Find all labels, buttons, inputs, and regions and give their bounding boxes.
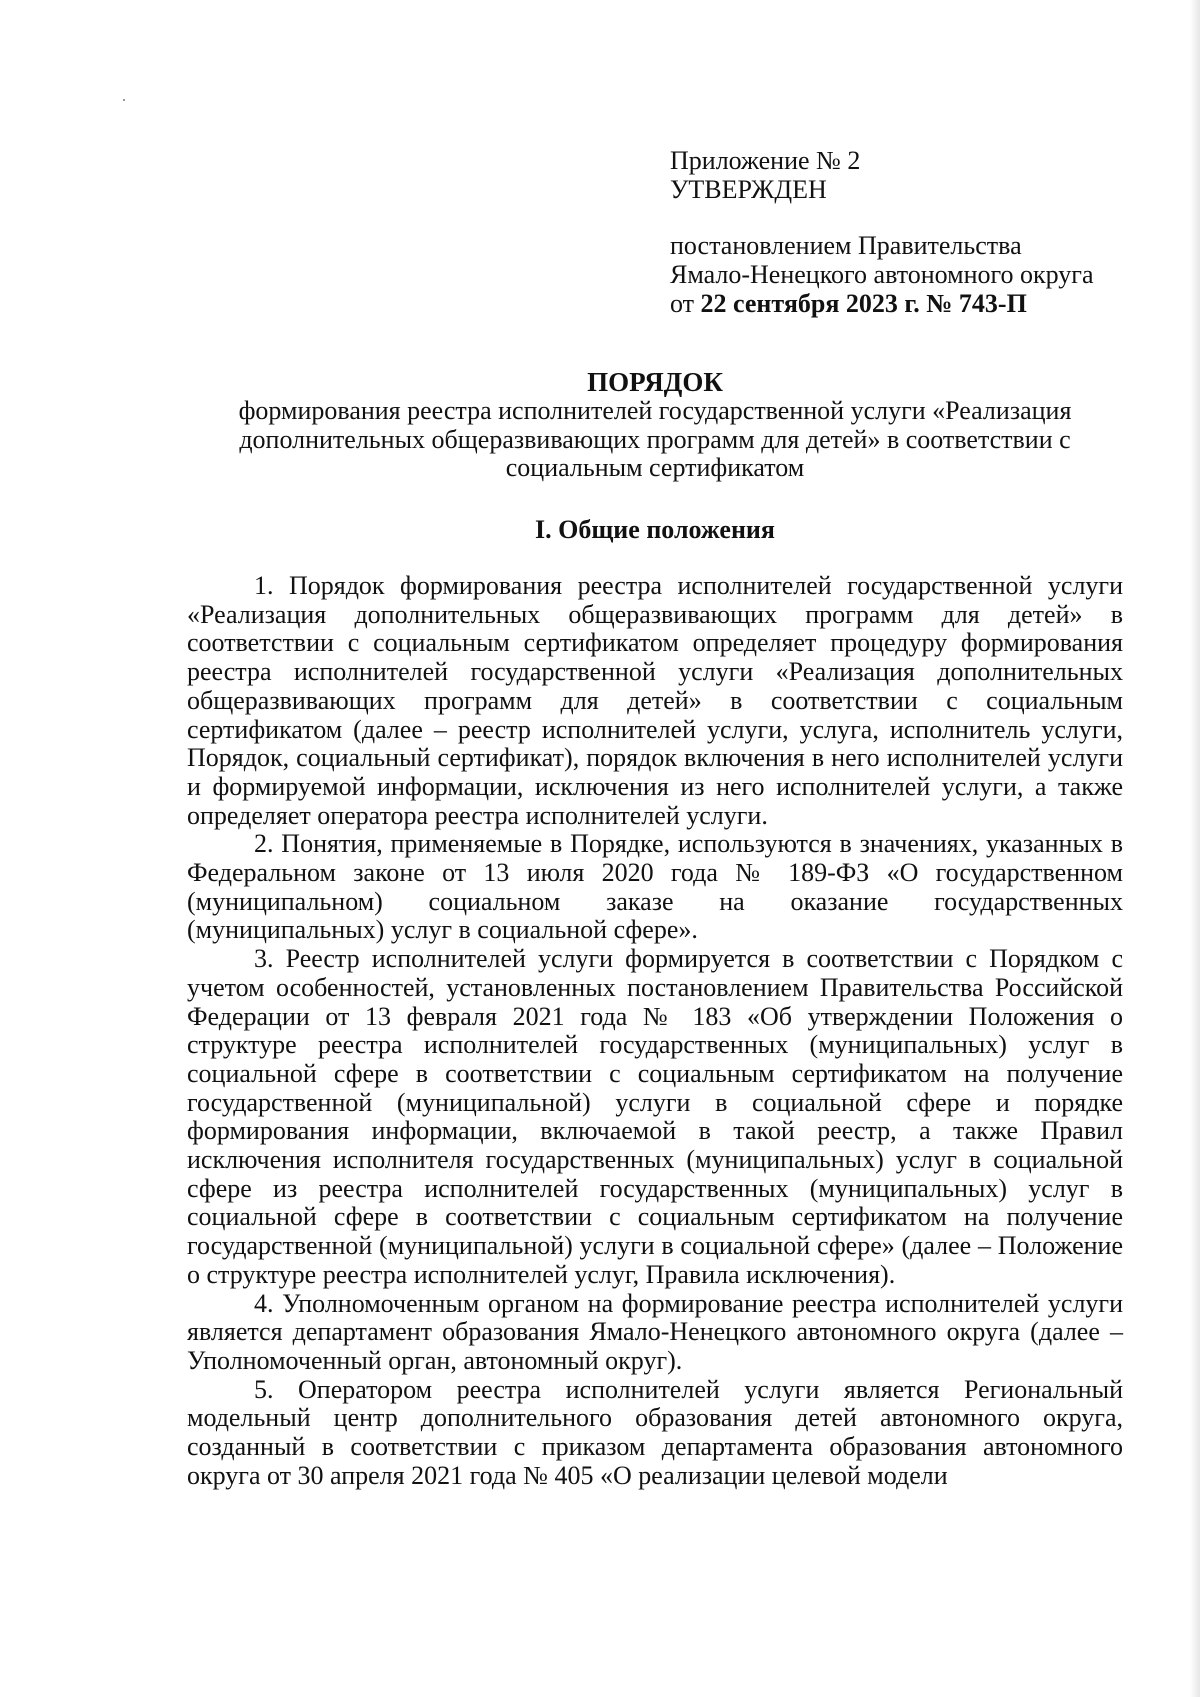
scan-speck [123,99,125,101]
approval-gap [670,204,1170,232]
date-prefix: от [670,288,695,318]
paragraph-2: 2. Понятия, применяемые в Порядке, используются в значениях, указанных в Федеральном законе от 13 июля 2020 года № 189-ФЗ «О государственном (муниципальном) социальном заказе на оказание государственных (муниципальных) услуг в социальной сфере». [187,829,1123,945]
approval-date-line [670,290,1170,319]
paragraph-4: 4. Уполномоченным органом на формирование реестра исполнителей услуги является департамент образования Ямало-Ненецкого автономного округа (далее – Уполномоченный орган, автономный округ). [187,1288,1123,1375]
paragraph-3: 3. Реестр исполнителей услуги формируется в соответствии с Порядком с учетом особенностей, установленных постановлением Правительства Российской Федерации от 13 февраля 2021 года № 183 «Об утверждении Положения о структуре реестра исполнителей государственных (муниципальных) услуг в социальной сфере в соответствии с социальным сертификатом на получение государственной (муниципальной) услуги в социальной сфере и порядке формирования информации, включаемой в такой реестр, а также Правил исключения исполнителя государственных (муниципальных) услуг в социальной сфере из реестра исполнителей государственных (муниципальных) услуг в социальной сфере в соответствии с социальным сертификатом на получение государственной (муниципальной) услуги в социальной сфере» (далее – Положение о структуре реестра исполнителей услуг, Правила исключения). [187,944,1123,1289]
approval-block [670,147,1170,319]
paragraph-5: 5. Оператором реестра исполнителей услуги является Региональный модельный центр дополнительного образования детей автономного округа, созданный в соответствии с приказом департамента образования автономного округа от 30 апреля 2021 года № 405 «О реализации целевой модели [187,1374,1123,1490]
approved-by-line-2: Ямало-Ненецкого автономного округа [670,260,1094,290]
section-heading: I. Общие положения [535,515,775,544]
approved-label: УТВЕРЖДЕН [670,174,827,204]
document-subtitle: формирования реестра исполнителей государственной услуги «Реализация дополнительных общеразвивающих программ для детей» в соответствии с социальным сертификатом [238,396,1072,483]
document-title: ПОРЯДОК [587,367,723,397]
paragraph-1: 1. Порядок формирования реестра исполнителей государственной услуги «Реализация дополнительных общеразвивающих программ для детей» в соответствии с социальным сертификатом определяет процедуру формирования реестра исполнителей государственной услуги «Реализация дополнительных общеразвивающих программ для детей» в соответствии с социальным сертификатом (далее – реестр исполнителей услуги, услуга, исполнитель услуги, Порядок, социальный сертификат), порядок включения в него исполнителей услуги и формируемой информации, исключения из него исполнителей услуги, а также определяет оператора реестра исполнителей услуги. [187,571,1123,830]
page-edge-shadow [1190,0,1200,1697]
title-block [187,368,1123,483]
body-text [187,572,1123,1491]
appendix-number: Приложение № 2 [670,146,861,175]
date-value: 22 сентября 2023 г. № 743-П [700,288,1027,318]
approved-by-line-1: постановлением Правительства [670,231,1022,261]
